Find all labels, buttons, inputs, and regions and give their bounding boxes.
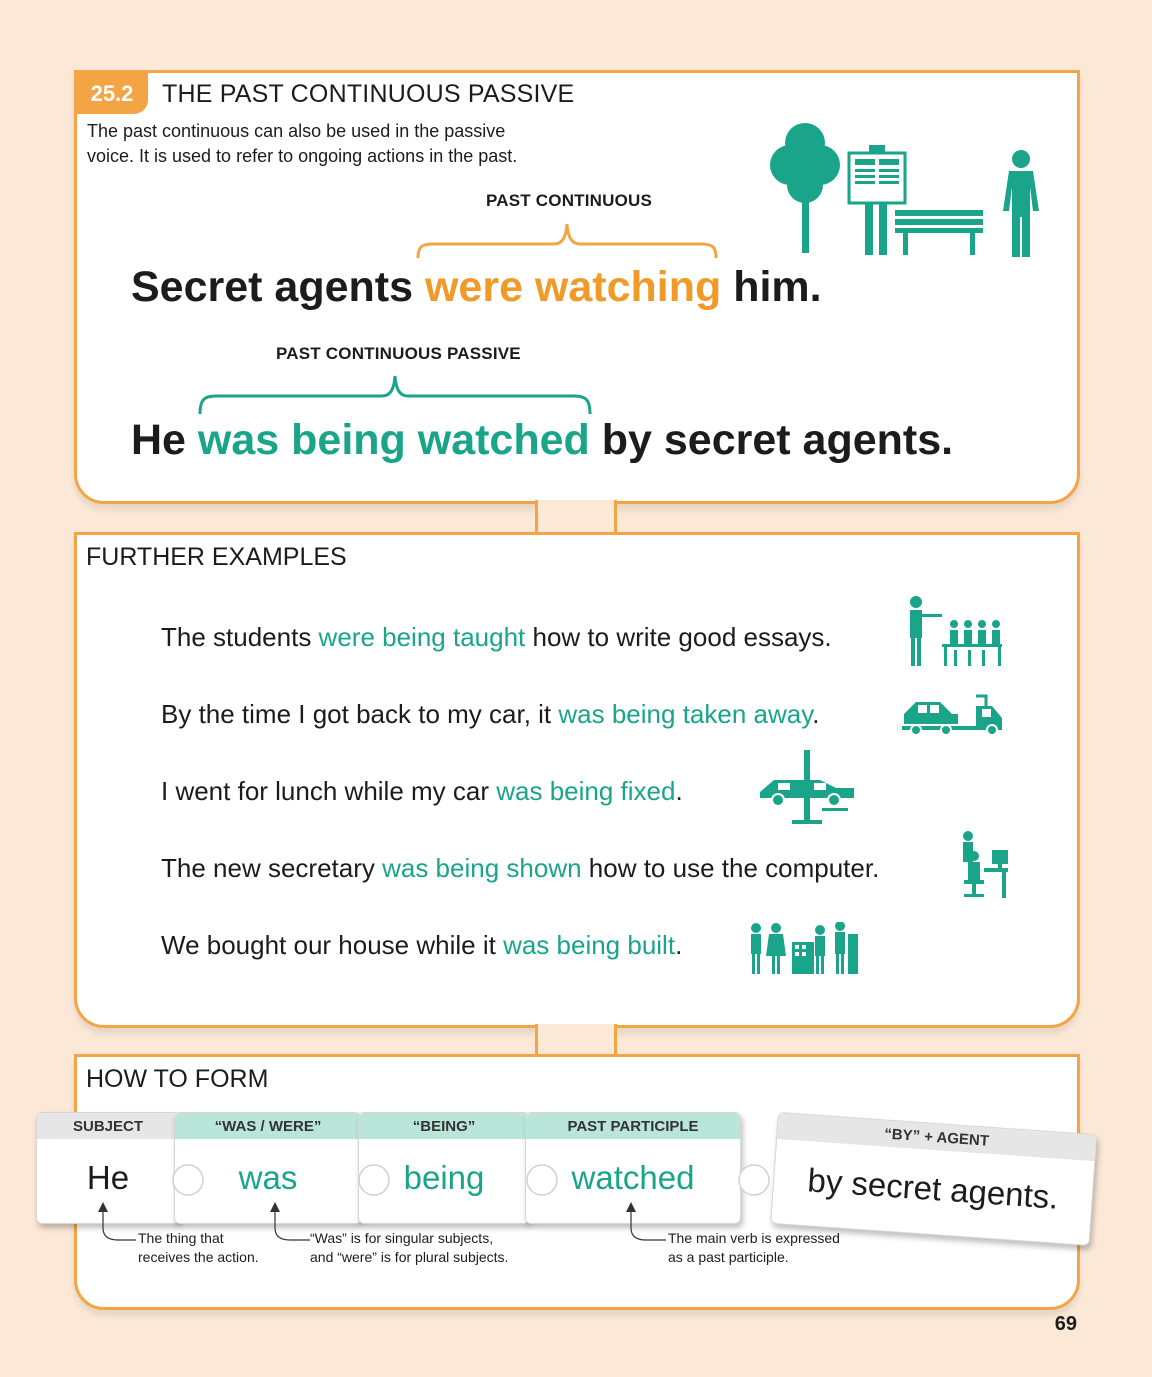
- note-line: as a past participle.: [668, 1249, 789, 1265]
- active-example-before: Secret agents: [131, 263, 425, 311]
- example-text: .: [675, 930, 683, 960]
- note-line: and “were” is for plural subjects.: [310, 1249, 509, 1265]
- note-line: The main verb is expressed: [668, 1230, 840, 1246]
- example-item: [161, 853, 879, 884]
- note-line: “Was” is for singular subjects,: [310, 1230, 494, 1246]
- passive-example-sentence: [131, 416, 953, 465]
- puzzle-piece-by-agent: [770, 1112, 1097, 1246]
- example-text: .: [812, 699, 820, 729]
- piece-word: was: [238, 1159, 298, 1196]
- section-intro: The past continuous can also be used in the passive voice. It is used to refer to ongoing actions in the past.: [87, 121, 518, 166]
- example-text: The new secretary: [161, 853, 383, 883]
- was-were-note: [310, 1229, 508, 1267]
- panel-connector: [535, 1024, 617, 1056]
- active-example-sentence: [131, 263, 822, 312]
- piece-heading: PAST PARTICIPLE: [526, 1113, 740, 1139]
- section-title: THE PAST CONTINUOUS PASSIVE: [162, 80, 575, 108]
- car-on-lift-icon: [756, 750, 860, 826]
- example-item: [161, 622, 832, 653]
- example-verb: was being built: [503, 930, 676, 960]
- how-to-form-heading: HOW TO FORM: [86, 1065, 269, 1093]
- tow-truck-icon: [900, 692, 1006, 736]
- passive-example-before: He: [131, 416, 198, 464]
- example-text: how to use the computer.: [581, 853, 880, 883]
- passive-example-verb: was being watched: [197, 416, 590, 464]
- example-text: .: [675, 776, 683, 806]
- piece-heading: “WAS / WERE”: [175, 1113, 361, 1139]
- piece-heading: “BY” + AGENT: [777, 1113, 1096, 1161]
- piece-word: being: [403, 1159, 485, 1196]
- example-text: By the time I got back to my car, it: [161, 699, 559, 729]
- piece-heading: “BEING”: [359, 1113, 529, 1139]
- active-example-verb: were watching: [424, 263, 722, 311]
- example-text: how to write good essays.: [525, 622, 832, 652]
- passive-example-after: by secret agents.: [589, 416, 954, 464]
- office-computer-icon: [954, 828, 1012, 900]
- example-text: The students: [161, 622, 319, 652]
- piece-word: by secret agents.: [806, 1161, 1060, 1216]
- spy-scene-illustration: [765, 115, 1055, 265]
- further-examples-heading: FURTHER EXAMPLES: [86, 543, 347, 571]
- example-verb: was being taken away: [558, 699, 813, 729]
- example-item: [161, 776, 683, 807]
- example-item: [161, 699, 820, 730]
- page-number: 69: [1054, 1313, 1077, 1335]
- example-verb: were being taught: [318, 622, 526, 652]
- panel-connector: [535, 500, 617, 534]
- past-continuous-bracket: [414, 218, 720, 260]
- active-example-after: him.: [721, 263, 822, 311]
- past-continuous-passive-label: PAST CONTINUOUS PASSIVE: [276, 344, 521, 363]
- piece-word: watched: [571, 1159, 695, 1196]
- example-text: I went for lunch while my car: [161, 776, 497, 806]
- piece-heading: SUBJECT: [37, 1113, 179, 1139]
- piece-word: He: [86, 1159, 130, 1196]
- section-number: 25.2: [76, 73, 148, 114]
- note-line: receives the action.: [138, 1249, 259, 1265]
- example-text: We bought our house while it: [161, 930, 504, 960]
- builders-family-icon: [748, 922, 860, 976]
- past-continuous-label: PAST CONTINUOUS: [486, 191, 653, 210]
- teacher-classroom-icon: [902, 594, 1002, 666]
- example-verb: was being shown: [382, 853, 582, 883]
- note-line: The thing that: [138, 1230, 224, 1246]
- example-item: [161, 930, 682, 961]
- example-verb: was being fixed: [496, 776, 676, 806]
- subject-note: [138, 1229, 259, 1267]
- past-participle-note: [668, 1229, 840, 1267]
- past-continuous-passive-bracket: [196, 370, 594, 416]
